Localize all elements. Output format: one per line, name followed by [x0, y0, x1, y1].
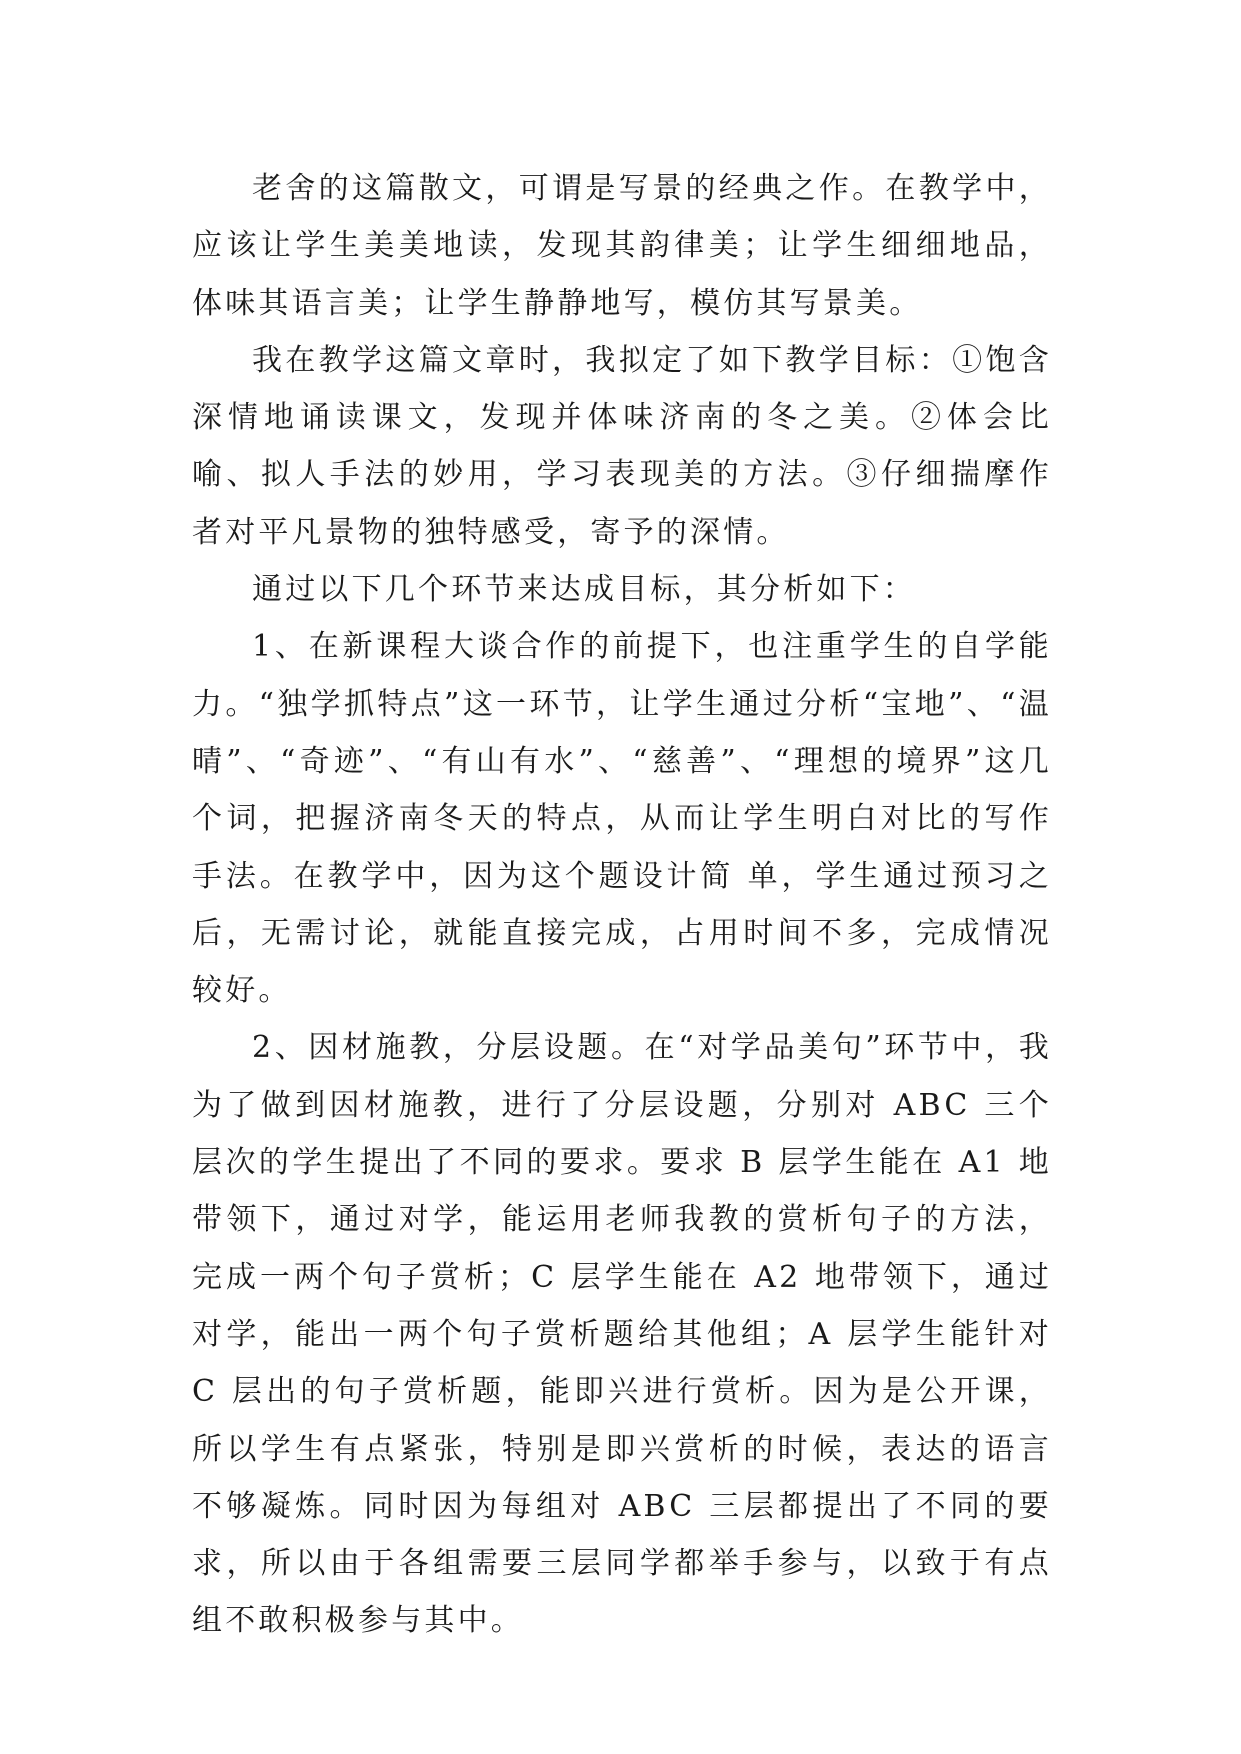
- paragraph-point-2: 2、因材施教，分层设题。在“对学品美句”环节中，我为了做到因材施教，进行了分层设题，分别对 ABC 三个层次的学生提出了不同的要求。要求 B 层学生能在 A1 地带领下，通过对学，能运用老师我教的赏析句子的方法，完成一两个句子赏析；C 层学生能在 A2 地带领下，通过对学，能出一两个句子赏析题给其他组；A 层学生能针对 C 层出的句子赏析题，能即兴进行赏析。因为是公开课，所以学生有点紧张，特别是即兴赏析的时候，表达的语言不够凝炼。同时因为每组对 ABC 三层都提出了不同的要求，所以由于各组需要三层同学都举手参与，以致于有点组不敢积极参与其中。: [192, 1030, 1052, 1639]
- document-body: [192, 160, 1052, 1650]
- paragraph-analysis-lead: 通过以下几个环节来达成目标，其分析如下：: [252, 572, 916, 608]
- paragraph-point-1: 1、在新课程大谈合作的前提下，也注重学生的自学能力。“独学抓特点”这一环节，让学生通过分析“宝地”、“温晴”、“奇迹”、“有山有水”、“慈善”、“理想的境界”这几个词，把握济南冬天的特点，从而让学生明白对比的写作手法。在教学中，因为这个题设计简 单，学生通过预习之后，无需讨论，就能直接完成，占用时间不多，完成情况较好。: [192, 629, 1052, 1009]
- paragraph-intro: 老舍的这篇散文，可谓是写景的经典之作。在教学中，应该让学生美美地读，发现其韵律美；让学生细细地品，体味其语言美；让学生静静地写，模仿其写景美。: [192, 171, 1052, 321]
- paragraph-teaching-goals: 我在教学这篇文章时，我拟定了如下教学目标：①饱含深情地诵读课文，发现并体味济南的冬之美。②体会比喻、拟人手法的妙用，学习表现美的方法。③仔细揣摩作者对平凡景物的独特感受，寄予的深情。: [192, 342, 1052, 550]
